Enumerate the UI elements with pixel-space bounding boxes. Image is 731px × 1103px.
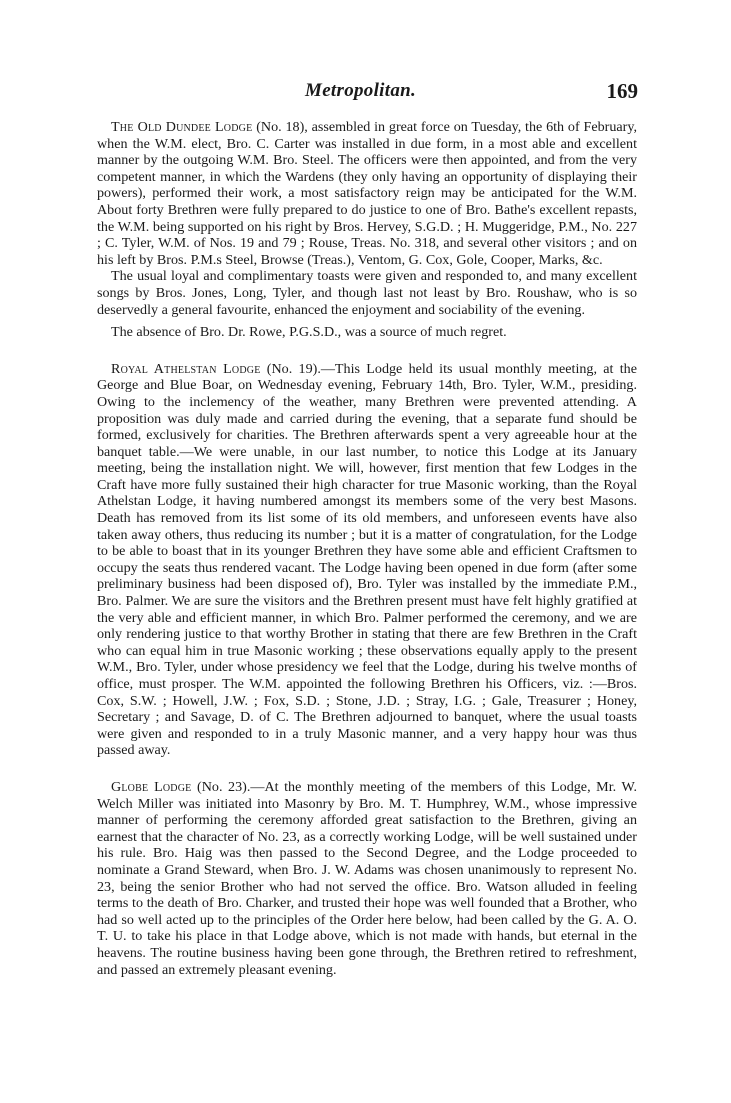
article-paragraph	[97, 268, 637, 318]
paragraph-text: (No. 18), assembled in great force on Tuesday, the 6th of February, when the W.M. elect, Bro. C. Carter was installed in due form, in a most able and excellent manner by the outgoing W.M. Bro. Steel. The officers were then appointed, and from the very competent manner, in which the Wardens (they only having an opportunity of displaying their powers), performed their work, a most satisfactory reign may be anticipated for the W.M. About forty Brethren were fully prepared to do justice to one of Bro. Bathe's excellent repasts, the W.M. being supported on his right by Bros. Hervey, S.G.D. ; H. Muggeridge, P.M., No. 227 ; C. Tyler, W.M. of Nos. 19 and 79 ; Rouse, Treas. No. 318, and several other visitors ; and on his left by Bros. P.M.s Steel, Browse (Treas.), Ventom, G. Cox, Gole, Cooper, Marks, &c.	[97, 119, 637, 268]
paragraph-text: (No. 19).—This Lodge held its usual monthly meeting, at the George and Blue Boar, on Wednesday evening, February 14th, Bro. Tyler, W.M., presiding. Owing to the inclemency of the weather, many Brethren were prevented attending. A proposition was duly made and carried during the evening, that a separate fund should be formed, exclusively for charities. The Brethren afterwards spent a very agreeable hour at the banquet table.—We were unable, in our last number, to notice this Lodge at its January meeting, being the installation night. We will, however, first mention that few Lodges in the Craft have more fully sustained their high character for true Masonic working, than the Royal Athelstan Lodge, it having numbered amongst its members some of the very best Masons. Death has removed from its list some of its old members, and unforeseen events have also taken away others, thus reducing its number ; but it is a matter of congratulation, for the Lodge to be able to boast that in its younger Brethren they have some able and efficient Craftsmen to occupy the seats thus rendered vacant. The Lodge having been opened in due form (after some preliminary business had been disposed of), Bro. Tyler was installed by the immediate P.M., Bro. Palmer. We are sure the visitors and the Brethren present must have felt highly gratified at the very able and efficient manner, in which Bro. Palmer performed the ceremony, and we are only rendering justice to that worthy Brother in stating that there are few Brethren in the Craft who can equal him in true Masonic working ; these observations equally apply to the present W.M., Bro. Tyler, under whose presidency we feel that the Lodge, during his twelve months of office, must prosper. The W.M. appointed the following Brethren his Officers, viz. :—Bros. Cox, S.W. ; Howell, J.W. ; Fox, S.D. ; Stone, J.D. ; Stray, I.G. ; Gale, Treasurer ; Honey, Secretary ; and Savage, D. of C. The Brethren adjourned to banquet, where the usual toasts were given and responded to in a truly Masonic manner, and a very happy hour was thus passed away.	[97, 360, 637, 759]
lodge-name: The Old Dundee Lodge	[111, 119, 253, 135]
article-paragraph	[97, 361, 637, 759]
paragraph-text: The usual loyal and complimentary toasts were given and responded to, and many excellent songs by Bros. Jones, Long, Tyler, and though last not least by Bro. Roushaw, who is so deservedly a general favourite, enhanced the enjoyment and sociability of the evening.	[97, 268, 637, 318]
paragraph-text: The absence of Bro. Dr. Rowe, P.G.S.D., was a source of much regret.	[111, 324, 507, 341]
article-paragraph	[97, 324, 637, 341]
page-number: 169	[606, 79, 638, 103]
text-column	[97, 119, 637, 978]
paragraph-text: (No. 23).—At the monthly meeting of the members of this Lodge, Mr. W. Welch Miller was initiated into Masonry by Bro. M. T. Humphrey, W.M., whose impressive manner of performing the ceremony afforded great satisfaction to the Brethren, giving an earnest that the character of No. 23, as a correctly working Lodge, will be well sustained under his rule. Bro. Haig was then passed to the Second Degree, and the Lodge proceeded to nominate a Grand Steward, when Bro. J. W. Adams was chosen unanimously to represent No. 23, being the senior Brother who had not served the office. Bro. Watson alluded in feeling terms to the death of Bro. Charker, and trusted their hope was well founded that a Brother, who had so well acted up to the principles of the Order here below, had been called by the G. A. O. T. U. to take his place in that Lodge above, which is not made with hands, but eternal in the heavens. The routine business having been gone through, the Brethren retired to refreshment, and passed an extremely pleasant evening.	[97, 778, 637, 978]
lodge-name: Globe Lodge	[111, 778, 192, 795]
article-paragraph	[97, 119, 637, 268]
article-globe-lodge	[97, 779, 637, 978]
article-paragraph	[97, 779, 637, 978]
article-royal-athelstan-lodge	[97, 361, 637, 759]
lodge-name: Royal Athelstan Lodge	[111, 360, 261, 377]
running-head	[100, 80, 640, 104]
article-old-dundee-lodge	[97, 119, 637, 341]
running-title: Metropolitan.	[305, 80, 417, 101]
